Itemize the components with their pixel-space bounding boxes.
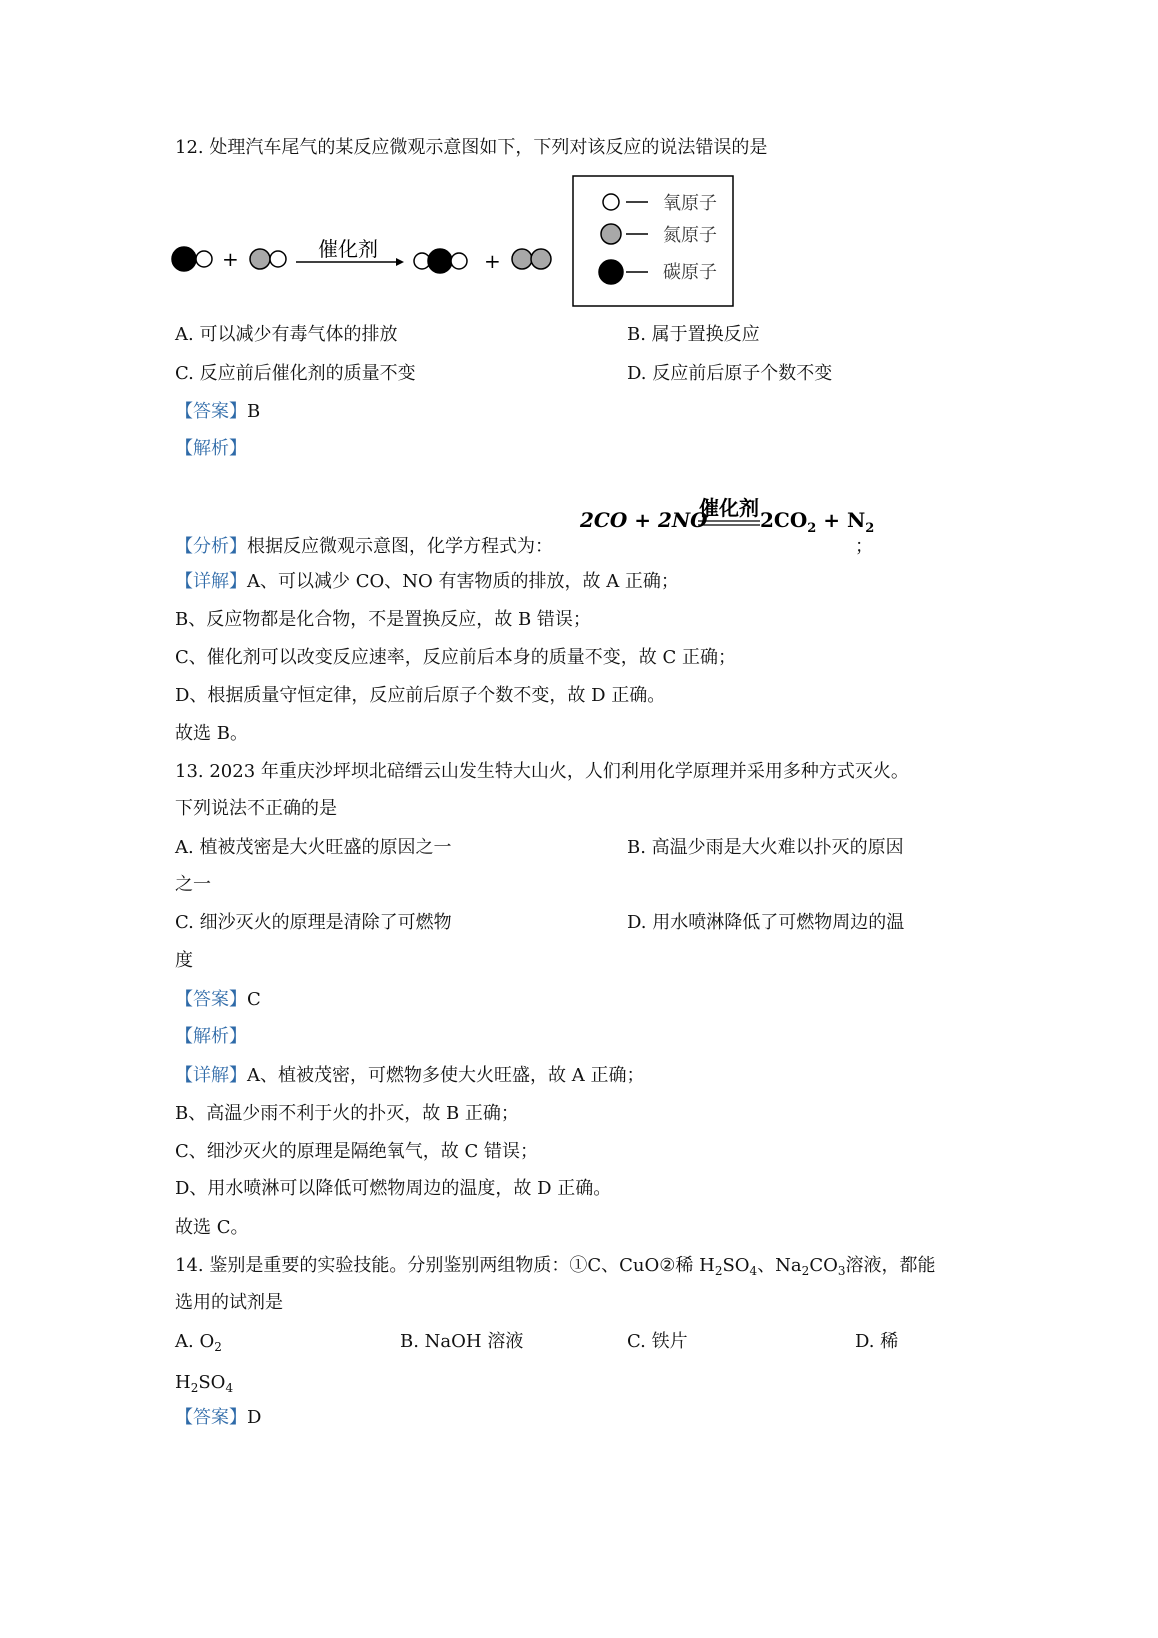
- q13-stem-line1: 13. 2023 年重庆沙坪坝北碚缙云山发生特大山火，人们利用化学原理并采用多种方式灭火。: [175, 761, 909, 782]
- nitrogen-atom: [531, 249, 551, 269]
- q13-answer: [175, 988, 261, 1012]
- plus-sign: +: [484, 249, 501, 273]
- q14-answer: [175, 1406, 261, 1430]
- q12-detail-c: C、催化剂可以改变反应速率，反应前后本身的质量不变，故 C 正确；: [175, 647, 736, 668]
- q12-detail-a: 【详解】A、可以减少 CO、NO 有害物质的排放，故 A 正确；: [175, 571, 679, 592]
- q13-option-c: C. 细沙灭火的原理是清除了可燃物: [175, 912, 452, 933]
- q12-option-a: A. 可以减少有毒气体的排放: [175, 324, 398, 345]
- fenxi-tag: 【分析】: [175, 536, 247, 557]
- q13-option-b: B. 高温少雨是大火难以扑灭的原因: [627, 837, 904, 858]
- reaction-diagram: [170, 178, 770, 328]
- oxygen-atom: [196, 251, 212, 267]
- legend-nitrogen-icon: [601, 224, 621, 244]
- q14-option-b: B. NaOH 溶液: [400, 1331, 524, 1352]
- q12-option-b: B. 属于置换反应: [627, 324, 760, 345]
- detail-tag: 【详解】: [175, 571, 247, 592]
- plus-sign: +: [222, 247, 239, 271]
- oxygen-atom: [270, 251, 286, 267]
- q14-option-a: A. $O_2$: [175, 1331, 222, 1354]
- q14-option-c: C. 铁片: [627, 1331, 688, 1352]
- q12-stem: 12. 处理汽车尾气的某反应微观示意图如下，下列对该反应的说法错误的是: [175, 137, 768, 158]
- answer-tag: 【答案】: [175, 989, 247, 1010]
- q13-option-d: D. 用水喷淋降低了可燃物周边的温: [627, 912, 905, 933]
- carbon-atom: [172, 247, 196, 271]
- q12-detail-d: D、根据质量守恒定律，反应前后原子个数不变，故 D 正确。: [175, 685, 666, 706]
- q12-option-c: C. 反应前后催化剂的质量不变: [175, 363, 416, 384]
- q13-detail-b: B、高温少雨不利于火的扑灭，故 B 正确；: [175, 1103, 519, 1124]
- q12-answer: [175, 400, 260, 424]
- q13-detail-d: D、用水喷淋可以降低可燃物周边的温度，故 D 正确。: [175, 1178, 612, 1199]
- q13-stem-line2: 下列说法不正确的是: [175, 798, 337, 819]
- nitrogen-atom: [250, 249, 270, 269]
- detail-tag: 【详解】: [175, 1065, 247, 1086]
- q13-detail-a: 【详解】A、植被茂密，可燃物多使大火旺盛，故 A 正确；: [175, 1065, 645, 1086]
- q12-fenxi: [175, 535, 553, 559]
- fenxi-text: 根据反应微观示意图，化学方程式为：: [247, 536, 553, 557]
- catalyst-label: 催化剂: [318, 237, 378, 261]
- legend-carbon-icon: [599, 260, 623, 284]
- nitrogen-atom: [512, 249, 532, 269]
- q13-detail-c: C、细沙灭火的原理是隔绝氧气，故 C 错误；: [175, 1141, 538, 1162]
- q13-option-d-cont: 度: [175, 950, 193, 971]
- legend-oxygen-label: 氧原子: [663, 193, 717, 214]
- q14-option-d: D. 稀: [855, 1331, 899, 1352]
- legend-oxygen-icon: [603, 194, 619, 210]
- q12-fenxi-end: ；: [855, 536, 873, 557]
- answer-tag: 【答案】: [175, 1407, 247, 1428]
- q13-analysis-tag: 【解析】: [175, 1026, 247, 1047]
- carbon-atom: [428, 249, 452, 273]
- equation-catalyst: 催化剂: [699, 496, 759, 520]
- answer-value: D: [247, 1407, 262, 1428]
- q12-option-d: D. 反应前后原子个数不变: [627, 363, 833, 384]
- equation-right: $2CO_2 + N_2$: [760, 508, 875, 536]
- q13-option-b-cont: 之一: [175, 874, 211, 895]
- legend-carbon-label: 碳原子: [663, 262, 717, 283]
- oxygen-atom: [451, 253, 467, 269]
- q14-stem-line2: 选用的试剂是: [175, 1292, 283, 1313]
- q13-conclusion: 故选 C。: [175, 1217, 249, 1238]
- q14-stem-line1: 14. 鉴别是重要的实验技能。分别鉴别两组物质：①C、CuO②稀 $H_2SO_4$、$Na_2CO_3$溶液，都能: [175, 1255, 936, 1278]
- q14-option-d-cont: $H_2SO_4$: [175, 1372, 234, 1395]
- answer-tag: 【答案】: [175, 401, 247, 422]
- q13-option-a: A. 植被茂密是大火旺盛的原因之一: [175, 837, 452, 858]
- legend-nitrogen-label: 氮原子: [663, 225, 717, 246]
- q12-analysis-tag: 【解析】: [175, 438, 247, 459]
- q12-conclusion: 故选 B。: [175, 723, 248, 744]
- q12-detail-b: B、反应物都是化合物，不是置换反应，故 B 错误；: [175, 609, 591, 630]
- equation-left: 2CO + 2NO: [580, 508, 708, 532]
- answer-value: C: [247, 989, 261, 1010]
- answer-value: B: [247, 401, 261, 422]
